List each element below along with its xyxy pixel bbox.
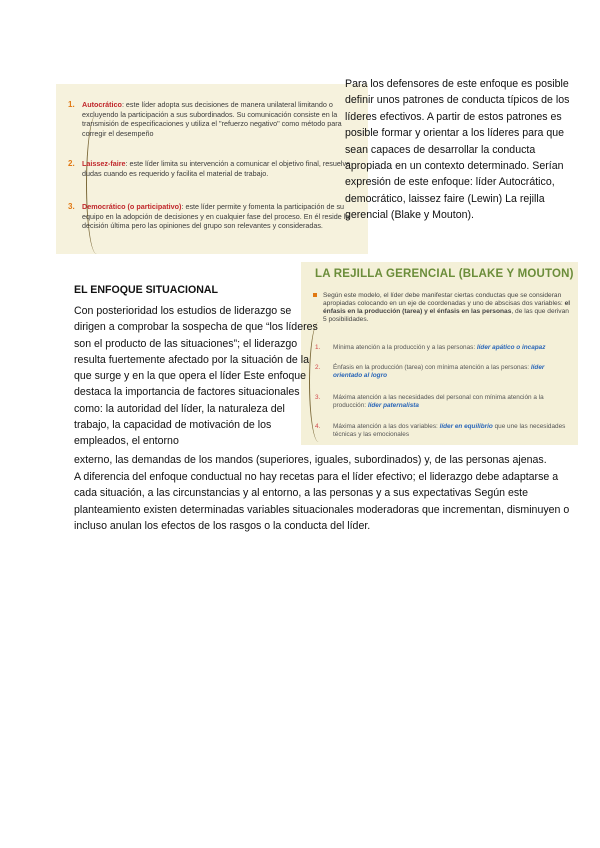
item-number: 1. [68, 100, 75, 109]
item-number: 2. [315, 364, 321, 371]
item-text: Mínima atención a la producción y a las personas: [333, 344, 477, 351]
item-number: 2. [68, 159, 75, 168]
grid-intro [323, 292, 573, 324]
item-text: Máxima atención a las necesidades del personal con mínima atención a la producción: [333, 394, 544, 409]
item-label: líder en equilibrio [439, 423, 493, 430]
item-label: líder apático o incapaz [476, 344, 546, 351]
item-tail: que une las necesidades técnicas y las emocionales [333, 423, 566, 438]
intro-emphasis: el énfasis en la producción (tarea) y el énfasis en las personas [323, 300, 571, 315]
item-number: 1. [315, 344, 321, 351]
item-text: : este líder limita su intervención a comunicar el objetivo final, resuelve dudas cuando es requerido y facilita el material de trabajo. [82, 159, 351, 178]
item-term: Democrático (o participativo) [82, 202, 182, 211]
leadership-styles-slide [56, 84, 368, 254]
item-text: Máxima atención a las dos variables: [333, 423, 440, 430]
item-number: 4. [315, 423, 321, 430]
item-number: 3. [68, 202, 75, 211]
item-term: Autocrático [82, 100, 122, 109]
managerial-grid-slide [301, 262, 578, 445]
item-number: 3. [315, 394, 321, 401]
section-heading: EL ENFOQUE SITUACIONAL [74, 284, 219, 296]
item-text: : este líder adopta sus decisiones de manera unilateral limitando o excluyendo la participación a sus subordinados. Su comunicación consiste en la transmisión de especificaciones y utiliza el "refuerzo negativo" como método para corregir el desempeño [82, 100, 342, 138]
grid-item-4 [315, 423, 571, 439]
item-text: Énfasis en la producción (tarea) con mínima atención a las personas: [333, 364, 531, 371]
item-label: líder paternalista [367, 402, 419, 409]
slide-title: LA REJILLA GERENCIAL (BLAKE Y MOUTON) [315, 268, 574, 280]
style-item-laissez-faire [68, 159, 362, 178]
grid-item-1 [315, 344, 571, 352]
situational-paragraph-continued: externo, las demandas de los mandos (superiores, iguales, subordinados) y, de las personas ajenas. [74, 454, 547, 466]
grid-item-3 [315, 394, 571, 410]
intro-text-end: , de las que derivan 5 posibilidades. [323, 308, 569, 323]
item-text: : este líder permite y fomenta la participación de su equipo en la adopción de decisiones y en cualquier fase del proceso. En él reside la decisión última pero las opiniones del grupo son relevantes y consideradas. [82, 202, 350, 230]
bullet-icon [313, 293, 317, 297]
grid-item-2 [315, 364, 571, 380]
behavioral-approach-paragraph: Para los defensores de este enfoque es posible definir unos patrones de conducta típicos de los líderes efectivos. A partir de estos patrones es posible formar y orientar a los líderes para que sean capaces de desarrollar la conducta apropiada en un contexto determinado. Serían expresión de este enfoque: líder Autocrático, democrático, laissez faire (Lewin) La rejilla gerencial (Blake y Mouton). [345, 78, 570, 222]
style-item-autocratic [68, 100, 362, 138]
final-paragraph: A diferencia del enfoque conductual no hay recetas para el líder efectivo; el liderazgo debe adaptarse a cada situación, a las circunstancias y al entorno, a las personas y a sus expectativas Según este planteamiento existen determinadas variables situacionales moderadoras que incrementan, disminuyen o incluso anulan los efectos de los rasgos o la conducta del líder. [74, 471, 570, 532]
style-item-democratic [68, 202, 362, 231]
situational-paragraph: Con posterioridad los estudios de liderazgo se dirigen a comprobar la sospecha de que “los líderes son el producto de las situaciones”; el liderazgo resulta fuertemente afectado por la situación de la que surge y en la que opera el líder Este enfoque destaca la importancia de factores situacionales como: la autoridad del líder, la naturaleza del trabajo, la capacidad de motivación de los empleados, el entorno [74, 305, 318, 448]
item-term: Laissez-faire [82, 159, 126, 168]
intro-text: Según este modelo, el líder debe manifestar ciertas conductas que se consideran apropiadas colocando en un eje de coordenadas y uno de abscisas dos variables: [323, 292, 565, 307]
item-label: líder orientado al logro [333, 364, 545, 379]
